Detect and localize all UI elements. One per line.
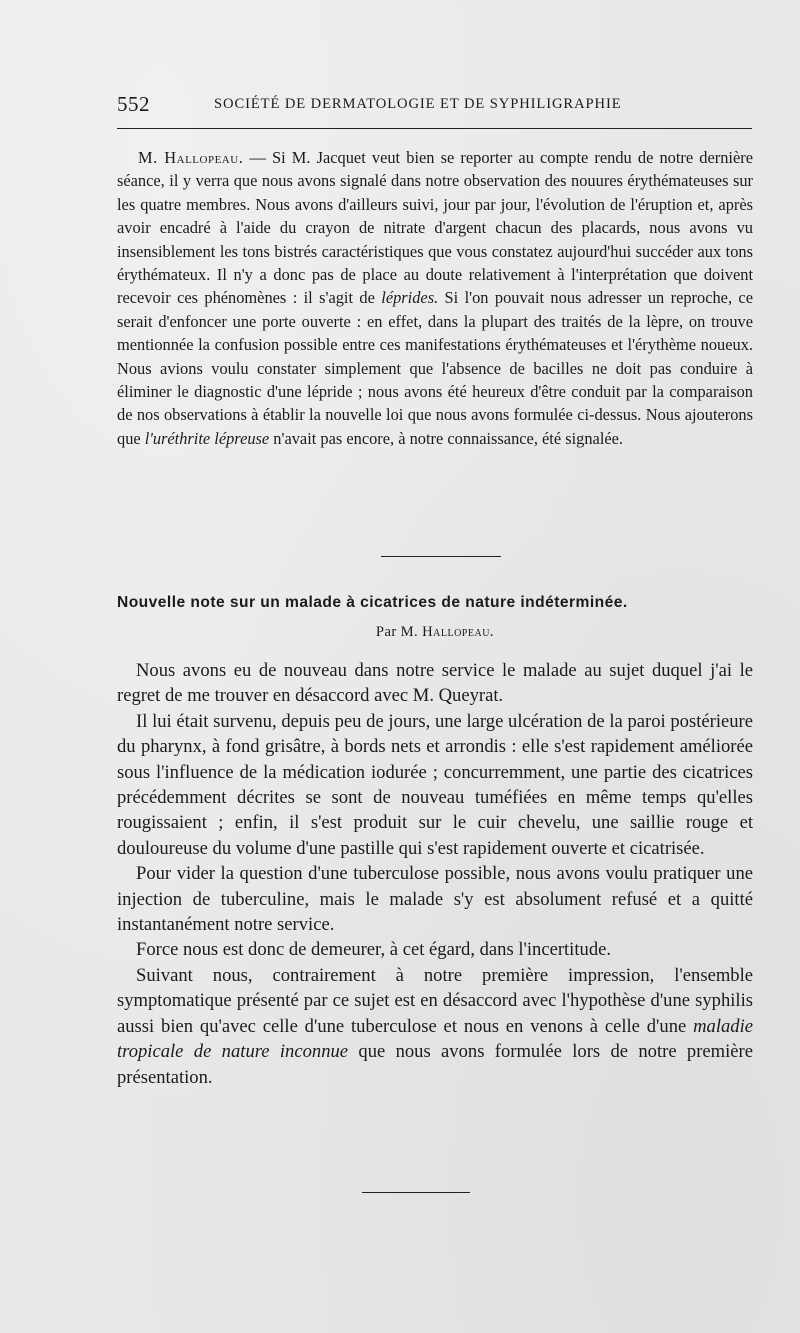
- page-number: 552: [117, 92, 150, 116]
- body-paragraph-1: Nous avons eu de nouveau dans notre service le malade au sujet duquel j'ai le regret de me trouver en désaccord avec M. Queyrat.: [117, 660, 753, 707]
- body-paragraph-2: Il lui était survenu, depuis peu de jours, une large ulcération de la paroi postérieure du pharynx, à fond grisâtre, à bords nets et arrondis : elle s'est rapidement améliorée sous l'influence de la médication iodurée ; concurremment, une partie des cicatrices précédemment décrites se sont de nouveau tuméfiées en même temps qu'elles rougissaient ; enfin, il s'est produit sur le cuir chevelu, une saillie rouge et douloureuse du volume d'une pastille qui s'est rapidement ouverte et cicatrisée.: [117, 710, 753, 859]
- journal-title: SOCIÉTÉ DE DERMATOLOGIE ET DE SYPHILIGRAPHIE: [214, 96, 622, 112]
- reply-text-2: Si l'on pouvait nous adresser un reproche, ce serait d'enfoncer une porte ouverte : en effet, dans la plupart des traités de la lèpre, on trouve mentionnée la confusion possible entre ces manifestations érythémateuses et l'érythème noueux. Nous avions voulu constater simplement que l'absence de bacilles ne doit pas conduire à éliminer le diagnostic d'une lépride ; nous avons été heureux d'être conduit par la comparaison de nos observations à établir la nouvelle loi que nous avons formulée ci-dessus. Nous ajouterons que: [117, 288, 753, 448]
- reply-italic-urethrite: l'uréthrite lépreuse: [144, 428, 270, 448]
- speaker-name: M. Hallopeau.: [138, 148, 244, 167]
- p5-text-1: Suivant nous, contrairement à notre première impression, l'ensemble symptomatique présenté par ce sujet est en désaccord avec l'hypothèse d'une syphilis aussi bien qu'avec celle d'une tuberculose et nous en venons à celle d'une: [117, 964, 753, 1037]
- article-body: [117, 658, 753, 1090]
- byline-prefix: Par M.: [375, 624, 423, 640]
- byline-author: Hallopeau.: [422, 624, 495, 640]
- hallopeau-reply: [117, 146, 753, 450]
- reply-text-3: n'avait pas encore, à notre connaissance, été signalée.: [269, 428, 624, 448]
- section-divider: [381, 556, 501, 557]
- header-rule: [117, 128, 752, 129]
- p5-italic: maladie tropicale de nature inconnue: [117, 1015, 753, 1063]
- speaker-dash: —: [243, 148, 272, 167]
- body-paragraph-5: [117, 963, 753, 1090]
- article-byline: [117, 624, 753, 641]
- reply-paragraph: [117, 146, 753, 450]
- running-header: [117, 92, 752, 116]
- p5-text-2: que nous avons formulée lors de notre première présentation.: [117, 1041, 753, 1088]
- article-title: Nouvelle note sur un malade à cicatrices de nature indéterminée.: [117, 594, 628, 611]
- reply-italic-leprides: léprides.: [381, 288, 439, 308]
- reply-text-1: Si M. Jacquet veut bien se reporter au compte rendu de notre dernière séance, il y verra que nous avons signalé dans notre observation des nouures érythémateuses sur les quatre membres. Nous avons d'ailleurs suivi, jour par jour, l'évolution de l'éruption et, après avoir encadré à l'aide du crayon de nitrate d'argent chacun des placards, nous avons vu insensiblement les tons bistrés caractéristiques que vous constatez aujourd'hui succéder aux tons érythémateux. Il n'y a donc pas de place au doute relativement à l'interprétation que doivent recevoir ces phénomènes : il s'agit de: [117, 148, 753, 308]
- body-paragraph-4: Force nous est donc de demeurer, à cet égard, dans l'incertitude.: [136, 939, 612, 961]
- body-paragraph-3: Pour vider la question d'une tuberculose possible, nous avons voulu pratiquer une injection de tuberculine, mais le malade s'y est absolument refusé et a quitté instantanément notre service.: [117, 863, 753, 936]
- end-divider: [362, 1192, 470, 1193]
